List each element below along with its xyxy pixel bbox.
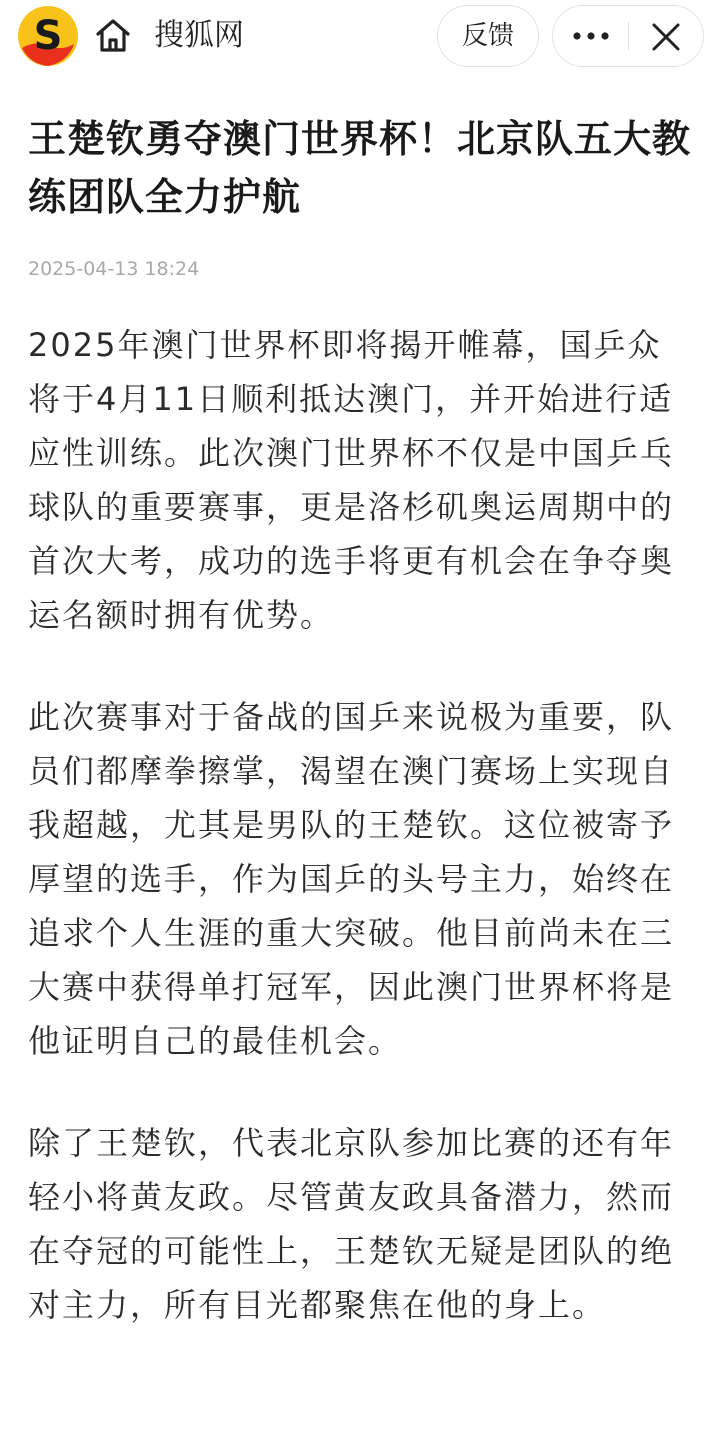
home-icon[interactable] <box>94 17 132 53</box>
article-paragraph: 除了王楚钦，代表北京队参加比赛的还有年轻小将黄友政。尽管黄友政具备潜力，然而在夺冠的可能性上，王楚钦无疑是团队的绝对主力，所有目光都聚焦在他的身上。 <box>28 1124 675 1324</box>
menu-capsule <box>552 5 704 67</box>
article-paragraph: 2025年澳门世界杯即将揭开帷幕，国乒众将于4月11日顺利抵达澳门，并开始进行适应性训练。此次澳门世界杯不仅是中国乒乓球队的重要赛事，更是洛杉矶奥运周期中的首次大考，成功的选手将更有机会在争夺奥运名额时拥有优势。 <box>28 326 675 634</box>
article-body <box>28 318 692 1380</box>
site-name[interactable]: 搜狐网 <box>154 18 244 53</box>
svg-text:S: S <box>33 13 63 59</box>
publish-date: 2025-04-13 18:24 <box>28 258 200 280</box>
article-paragraph: 此次赛事对于备战的国乒来说极为重要，队员们都摩拳擦掌，渴望在澳门赛场上实现自我超越，尤其是男队的王楚钦。这位被寄予厚望的选手，作为国乒的头号主力，始终在追求个人生涯的重大突破。他目前尚未在三大赛中获得单打冠军，因此澳门世界杯将是他证明自己的最佳机会。 <box>28 698 675 1060</box>
top-navigation-bar <box>0 0 720 74</box>
capsule-divider <box>628 22 629 50</box>
more-icon[interactable] <box>569 22 613 50</box>
close-icon[interactable] <box>651 22 681 52</box>
article-title: 王楚钦勇夺澳门世界杯！北京队五大教练团队全力护航 <box>28 117 692 219</box>
sohu-logo-icon[interactable] <box>16 4 80 68</box>
feedback-button[interactable]: 反馈 <box>437 5 539 67</box>
